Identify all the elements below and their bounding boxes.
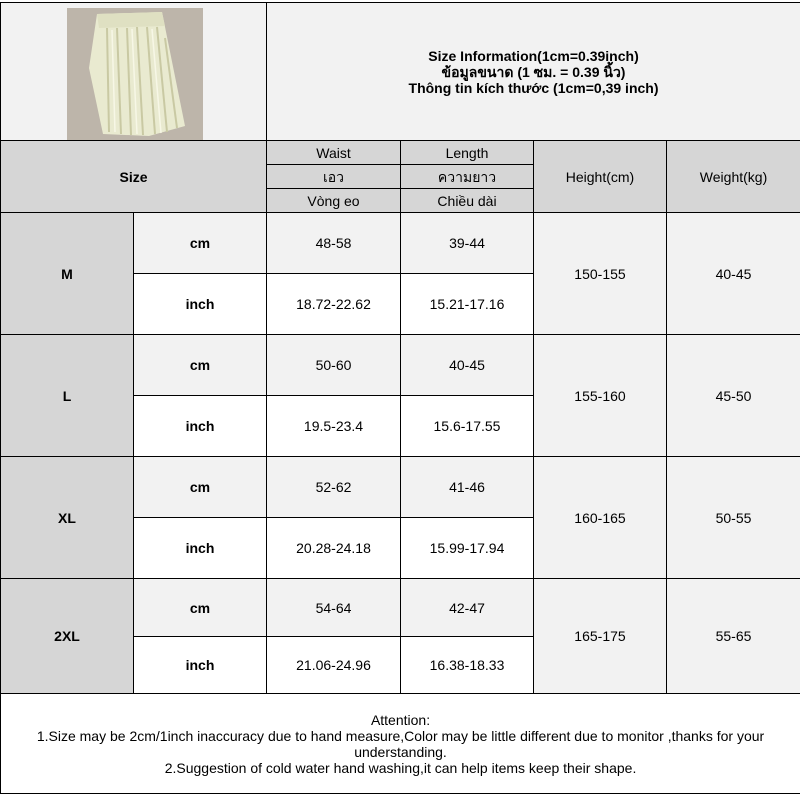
product-photo: [67, 8, 203, 140]
waist-header-en: Waist: [267, 141, 401, 165]
weight-value: 40-45: [667, 213, 800, 335]
weight-value: 55-65: [667, 579, 800, 694]
attention-notes: [1, 694, 800, 794]
waist-header-vi: Vòng eo: [267, 189, 401, 213]
length-header-vi: Chiều dài: [401, 189, 534, 213]
length-value: 15.99-17.94: [401, 518, 534, 579]
length-value: 16.38-18.33: [401, 637, 534, 694]
height-value: 160-165: [534, 457, 667, 579]
unit-label: cm: [134, 213, 267, 274]
height-value: 165-175: [534, 579, 667, 694]
size-label: XL: [1, 457, 134, 579]
waist-header-th: เอว: [267, 165, 401, 189]
size-label: M: [1, 213, 134, 335]
unit-label: inch: [134, 637, 267, 694]
title-english: Size Information(1cm=0.39inch): [428, 47, 639, 64]
length-value: 39-44: [401, 213, 534, 274]
height-header: Height(cm): [534, 141, 667, 213]
unit-label: inch: [134, 274, 267, 335]
length-value: 40-45: [401, 335, 534, 396]
length-value: 42-47: [401, 579, 534, 637]
waist-value: 50-60: [267, 335, 401, 396]
unit-label: cm: [134, 579, 267, 637]
size-header: Size: [1, 141, 267, 213]
size-information-title: [267, 3, 800, 141]
size-label: 2XL: [1, 579, 134, 694]
waist-value: 54-64: [267, 579, 401, 637]
length-header-en: Length: [401, 141, 534, 165]
pleated-skirt-image: [67, 8, 203, 140]
title-vietnamese: Thông tin kích thước (1cm=0,39 inch): [408, 79, 659, 96]
length-value: 15.6-17.55: [401, 396, 534, 457]
attention-title: Attention:: [370, 711, 431, 728]
product-image-cell: [1, 3, 267, 141]
length-header-th: ความยาว: [401, 165, 534, 189]
size-chart-table: [0, 2, 800, 794]
unit-label: cm: [134, 457, 267, 518]
weight-value: 50-55: [667, 457, 800, 579]
unit-label: inch: [134, 518, 267, 579]
unit-label: cm: [134, 335, 267, 396]
waist-value: 18.72-22.62: [267, 274, 401, 335]
height-value: 150-155: [534, 213, 667, 335]
attention-line-1: 1.Size may be 2cm/1inch inaccuracy due to hand measure,Color may be little different due to monitor ,thanks for your understanding.: [36, 727, 765, 760]
waist-value: 48-58: [267, 213, 401, 274]
unit-label: inch: [134, 396, 267, 457]
length-value: 15.21-17.16: [401, 274, 534, 335]
waist-value: 21.06-24.96: [267, 637, 401, 694]
length-value: 41-46: [401, 457, 534, 518]
weight-value: 45-50: [667, 335, 800, 457]
waist-value: 20.28-24.18: [267, 518, 401, 579]
size-label: L: [1, 335, 134, 457]
title-thai: ข้อมูลขนาด (1 ซม. = 0.39 นิ้ว): [441, 63, 626, 80]
waist-value: 52-62: [267, 457, 401, 518]
waist-value: 19.5-23.4: [267, 396, 401, 457]
height-value: 155-160: [534, 335, 667, 457]
attention-line-2: 2.Suggestion of cold water hand washing,it can help items keep their shape.: [164, 759, 637, 776]
weight-header: Weight(kg): [667, 141, 800, 213]
